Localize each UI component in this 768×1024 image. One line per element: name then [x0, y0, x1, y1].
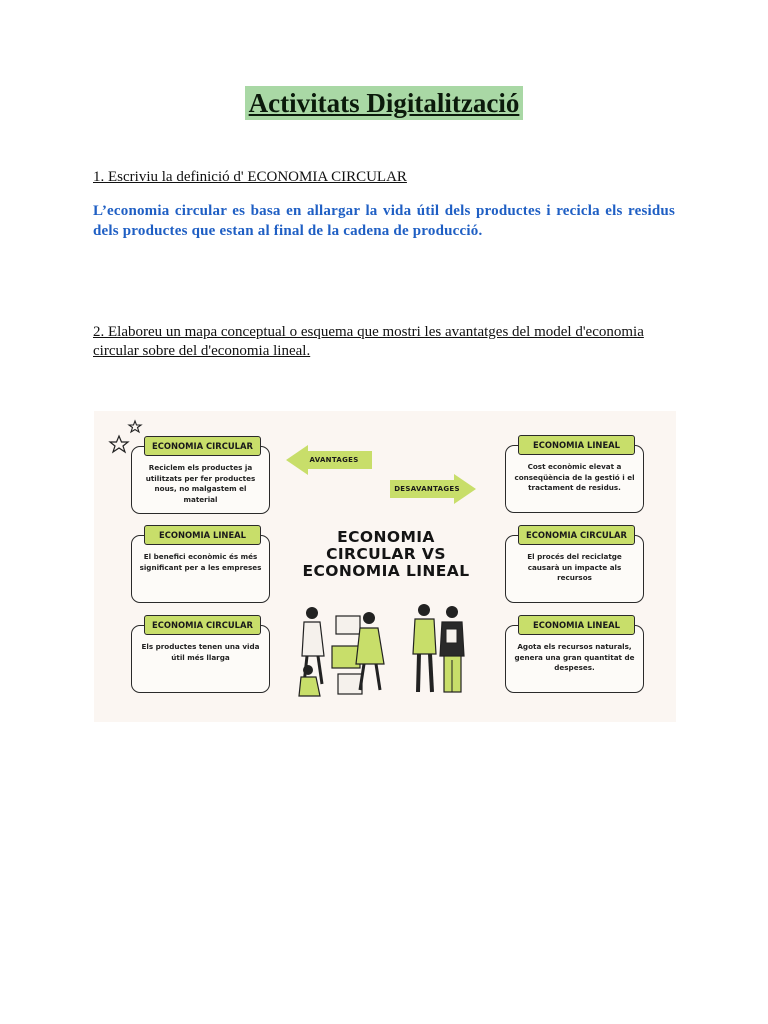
title-line-1: ECONOMIA: [337, 528, 435, 546]
card-text: El benefici econòmic és més significant per a les empreses: [139, 552, 262, 572]
advantages-arrow: [286, 445, 372, 475]
title-line-2: CIRCULAR VS: [326, 545, 446, 563]
title-line-3: ECONOMIA LINEAL: [302, 562, 470, 580]
card-text: Agota els recursos naturals, genera una gran quantitat de despeses.: [514, 642, 635, 672]
question-1: 1. Escriviu la definició d' ECONOMIA CIRCULAR: [93, 169, 407, 185]
disadvantage-card-2: [505, 530, 644, 603]
disadvantage-card-1: [505, 440, 644, 513]
advantage-card-1: [131, 441, 270, 514]
question-2: 2. Elaboreu un mapa conceptual o esquema que mostri les avantatges del model d'economia circular sobre del d'economia lineal.: [93, 324, 644, 359]
disadvantages-label: DESAVANTAGES: [394, 485, 460, 493]
people-recycling-illustration: [294, 604, 479, 709]
answer-1: L’economia circular es basa en allargar la vida útil dels productes i recicla els residus dels productes que estan al final de la cadena de producció.: [93, 203, 675, 239]
card-text: Cost econòmic elevat a conseqüència de la gestió i el tractament de residus.: [514, 462, 635, 492]
advantage-card-3: [131, 620, 270, 693]
concept-map-infographic: [94, 411, 676, 722]
disadvantages-arrow: [390, 474, 476, 504]
card-tag: ECONOMIA CIRCULAR: [144, 436, 261, 456]
document-title: Activitats Digitalització: [245, 86, 524, 120]
card-text: El procés del reciclatge causarà un impacte als recursos: [527, 552, 622, 582]
disadvantage-card-3: [505, 620, 644, 693]
infographic-title: [296, 529, 476, 580]
advantages-label: AVANTAGES: [309, 456, 359, 464]
card-tag: ECONOMIA LINEAL: [518, 435, 635, 455]
title-wrapper: [0, 86, 768, 120]
card-tag: ECONOMIA CIRCULAR: [518, 525, 635, 545]
card-tag: ECONOMIA LINEAL: [518, 615, 635, 635]
card-text: Els productes tenen una vida útil més llarga: [141, 642, 260, 662]
card-tag: ECONOMIA CIRCULAR: [144, 615, 261, 635]
card-tag: ECONOMIA LINEAL: [144, 525, 261, 545]
card-text: Reciclem els productes ja utilitzats per fer productes nous, no malgastem el material: [145, 463, 256, 504]
advantage-card-2: [131, 530, 270, 603]
